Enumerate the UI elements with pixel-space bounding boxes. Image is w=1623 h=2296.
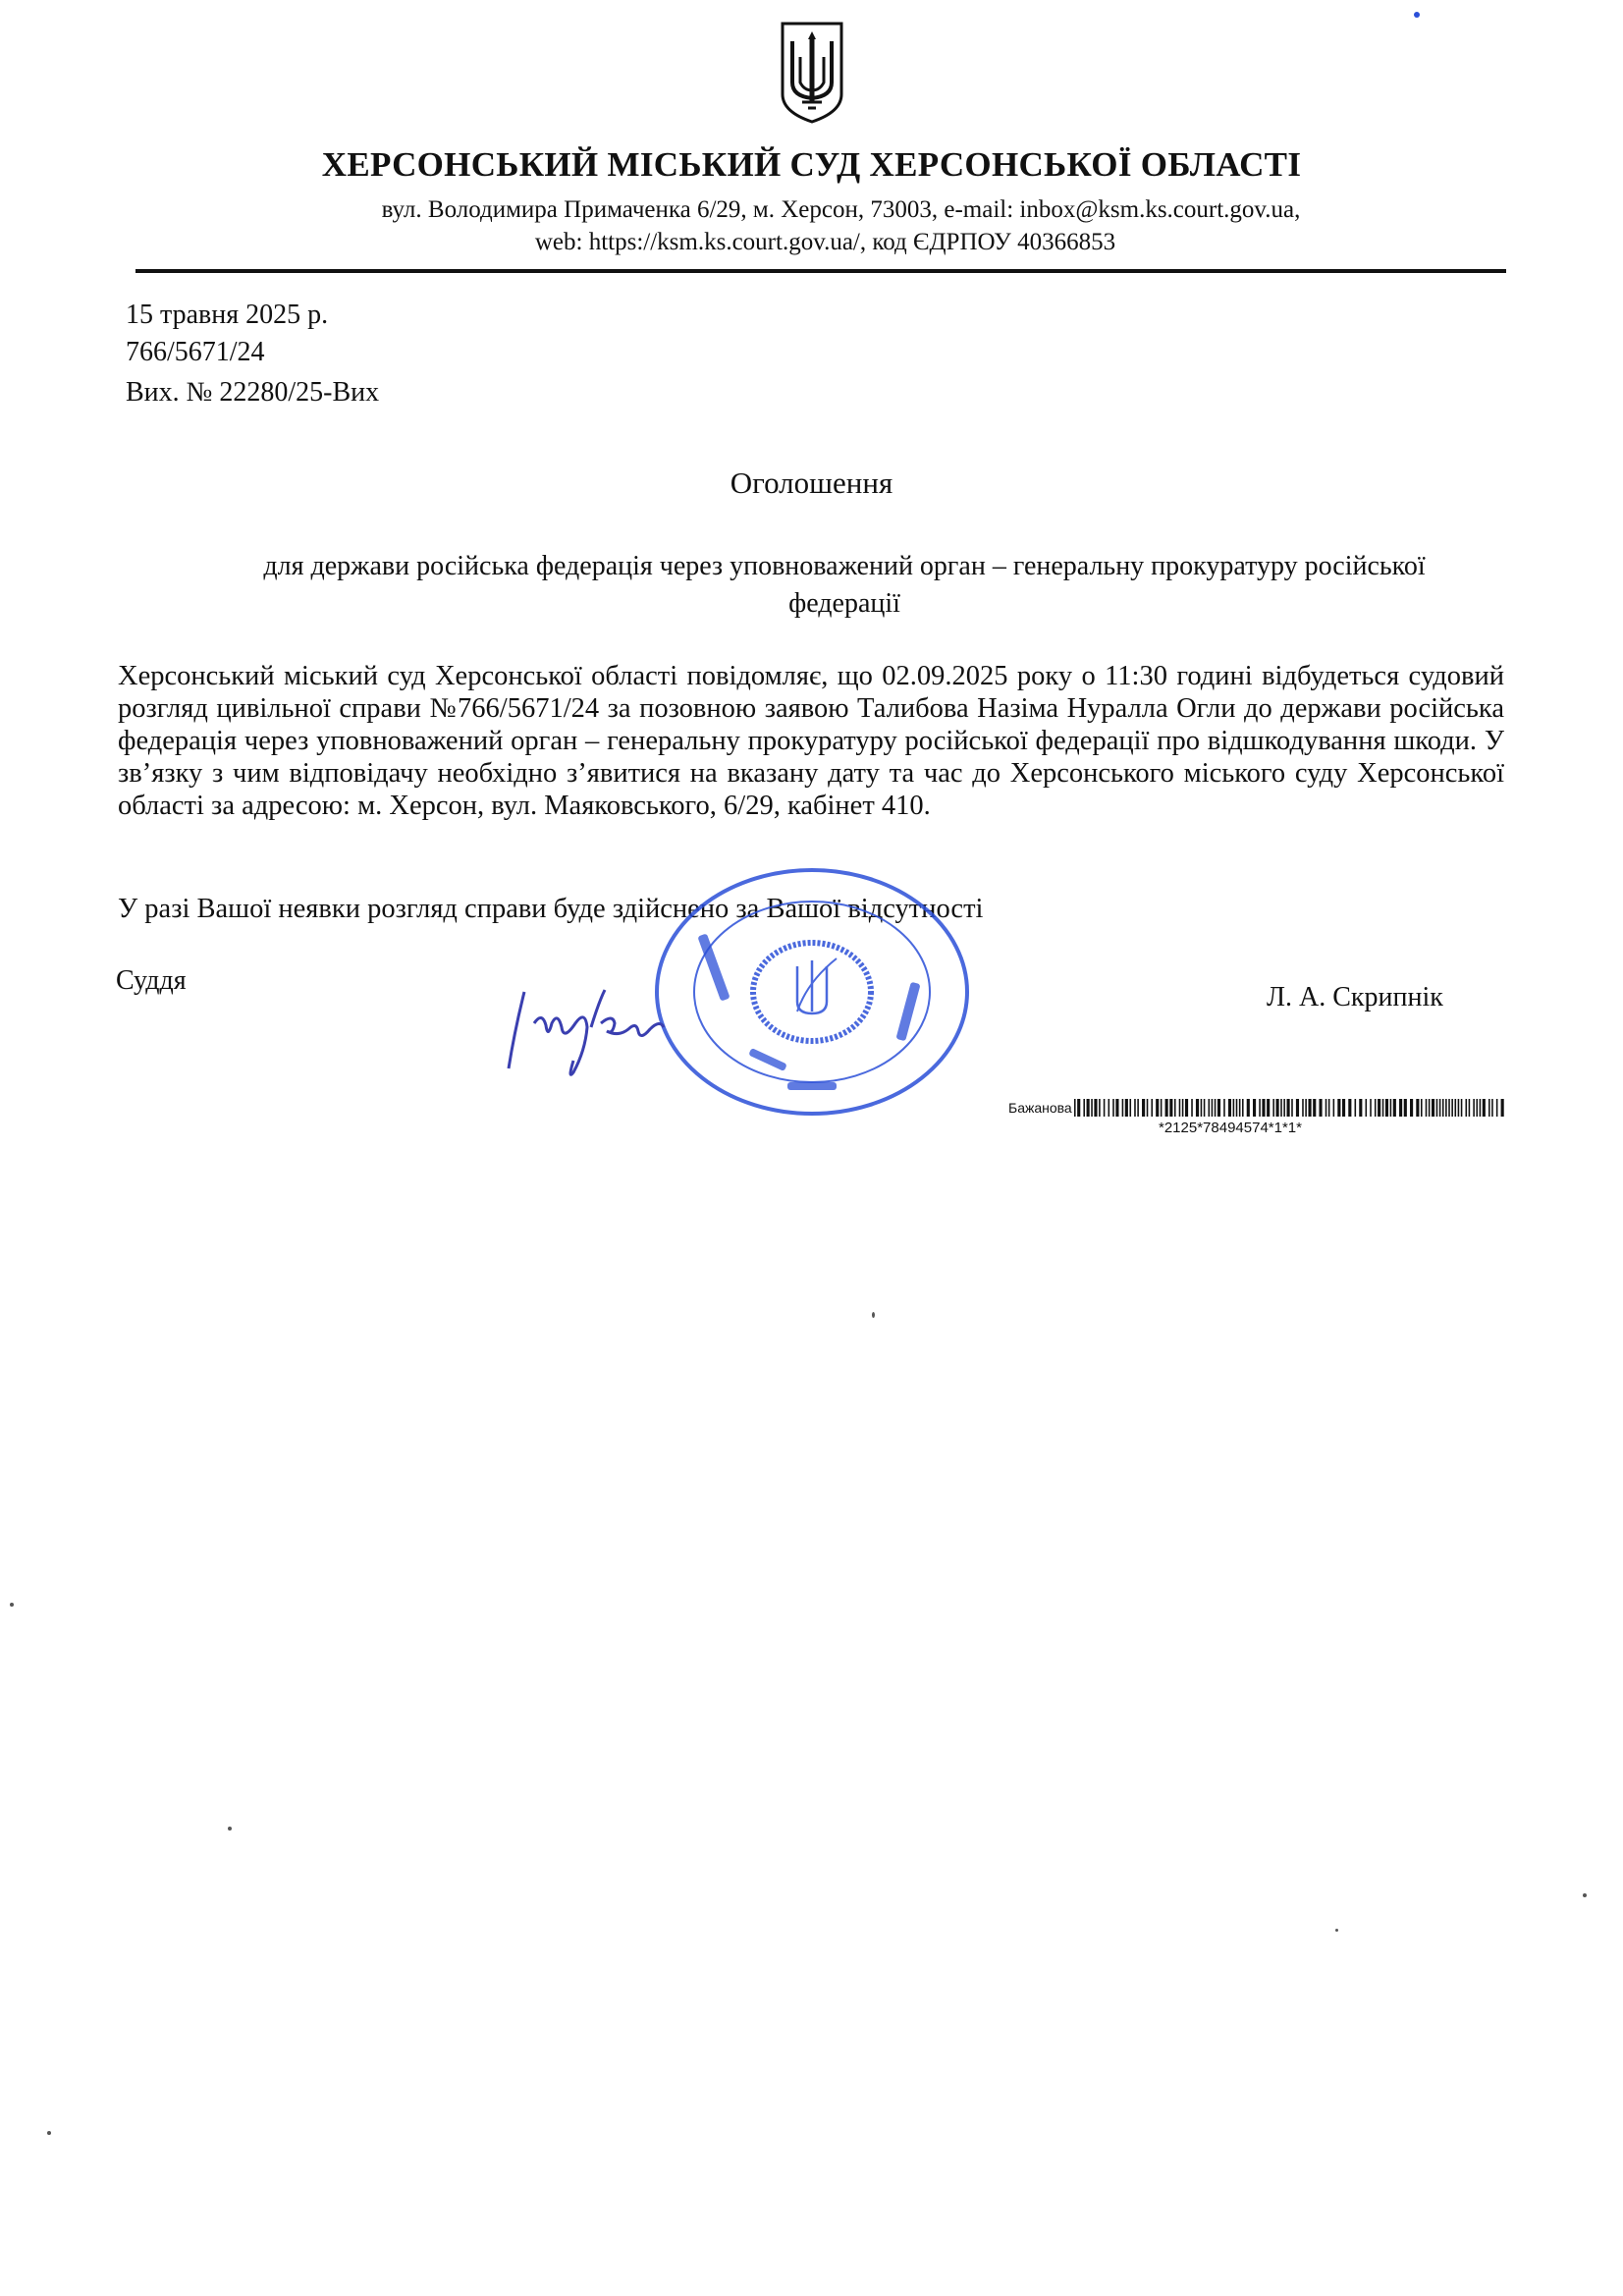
- scan-speck: [228, 1827, 232, 1831]
- court-address-line: вул. Володимира Примаченка 6/29, м. Херсон, 73003, e-mail: inbox@ksm.ks.court.gov.ua,: [381, 196, 1301, 223]
- judge-label: Суддя: [116, 965, 187, 996]
- barcode-number: *2125*78494574*1*1*: [1159, 1120, 1302, 1136]
- closing-line: У разі Вашої неявки розгляд справи буде здійснено за Вашої відсутності: [118, 894, 984, 924]
- outgoing-number: Вих. № 22280/25-Вих: [126, 377, 380, 408]
- court-name-heading: ХЕРСОНСЬКИЙ МІСЬКИЙ СУД ХЕРСОНСЬКОЇ ОБЛАСТІ: [321, 145, 1302, 184]
- document-title: Оголошення: [730, 465, 893, 500]
- judge-signature-icon: [491, 962, 746, 1090]
- addressee-line: для держави російська федерація через уповноважений орган – генеральну прокуратуру російської федерації: [263, 551, 1426, 619]
- scan-speck: [47, 2131, 51, 2135]
- scan-speck: [1583, 1893, 1587, 1897]
- barcode-prefix: Бажанова: [1008, 1100, 1072, 1116]
- court-web-line: web: https://ksm.ks.court.gov.ua/, код ЄДРПОУ 40366853: [534, 229, 1116, 255]
- document-date: 15 травня 2025 р.: [126, 300, 329, 330]
- scan-speck: [1335, 1929, 1338, 1932]
- scan-speck: [872, 1312, 875, 1318]
- trident-emblem-icon: [779, 18, 845, 126]
- announcement-body: Херсонський міський суд Херсонської області повідомляє, що 02.09.2025 року о 11:30 годині відбудеться судовий розгляд цивільної справи №766/5671/24 за позовною заявою Талибова Назіма Нуралла Огли до держави російська федерація через уповноважений орган – генеральну прокуратуру російської федерації про відшкодування шкоди. У зв’язку з чим відповідачу необхідно з’явитися на вказану дату та час до Херсонського міського суду Херсонської області за адресою: м. Херсон, вул. Маяковського, 6/29, кабінет 410.: [118, 661, 1504, 821]
- header-divider: [135, 269, 1506, 273]
- barcode-icon: [1074, 1099, 1505, 1117]
- scan-speck: [1414, 12, 1420, 18]
- document-barcode: [1008, 1098, 1505, 1118]
- judge-name: Л. А. Скрипнік: [1267, 982, 1443, 1012]
- scan-speck: [10, 1603, 14, 1607]
- case-number: 766/5671/24: [126, 337, 265, 367]
